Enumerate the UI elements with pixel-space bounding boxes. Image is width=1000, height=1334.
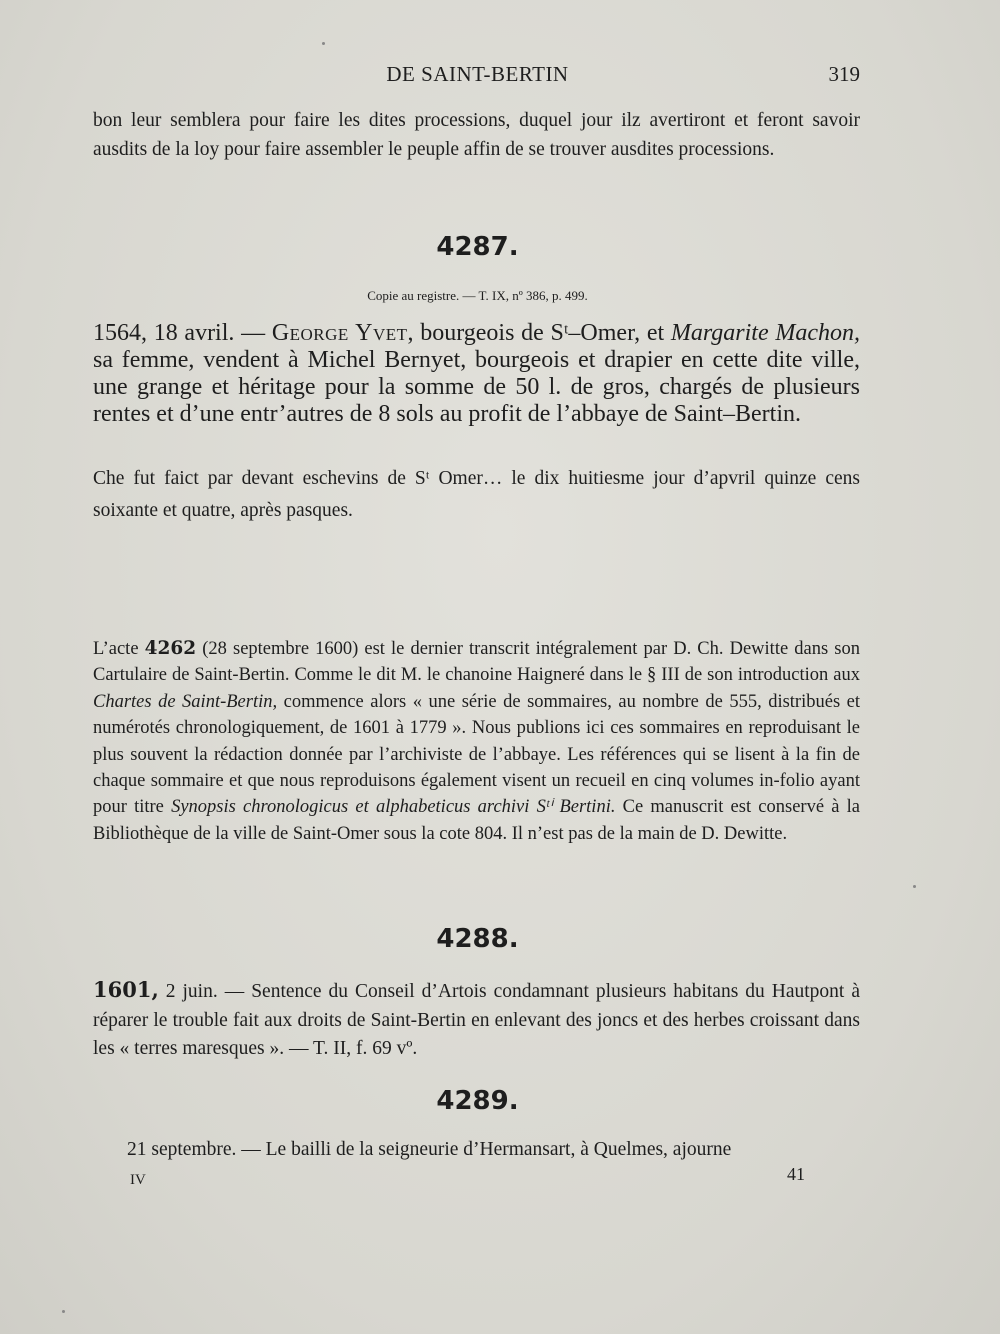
person-name: George Yvet bbox=[271, 320, 408, 346]
entry-number-4289: 4289. bbox=[436, 1086, 519, 1116]
italic-title-chartes: Chartes de Saint-Bertin, bbox=[93, 691, 278, 712]
entry-number-4287: 4287. bbox=[436, 232, 519, 262]
wife-name: Margarite Machon, bbox=[670, 320, 860, 346]
entry-quote-4287: Che fut faict par devant eschevins de Sᵗ Omer… le dix huitiesme jour d’apvril quinze cens soixante et quatre, après pasques. bbox=[93, 468, 860, 521]
paper-speck bbox=[913, 885, 916, 888]
acte-number: 4262 bbox=[144, 638, 197, 659]
italic-title-synopsis: Synopsis chronologicus et alphabeticus archivi Sᵗⁱ Bertini. bbox=[171, 797, 616, 818]
running-header bbox=[95, 62, 860, 92]
entry-year-4288: 1601, bbox=[93, 977, 159, 1002]
entry-summary-4287 bbox=[93, 320, 860, 428]
editorial-text-2: (28 septembre 1600) est le dernier transcrit intégralement par D. Ch. Dewitte dans son Cartulaire de Saint-Bertin. Comme le dit M. le chanoine Haigneré dans le § III de son introduction aux bbox=[93, 639, 860, 686]
summary-text-b: sa femme, vendent à Michel Bernyet, bourgeois et drapier en cette dite ville, une grange et héritage pour la somme de 50 l. de gros, chargés de plusieurs rentes et d’une entr’autres de 8 sols au profit de l’abbaye de Saint–Bertin. bbox=[93, 347, 860, 427]
entry-body-4288: 2 juin. — Sentence du Conseil d’Artois condamnant plusieurs habitans du Hautpont à réparer le trouble fait aux droits de Saint-Bertin en enlevant des joncs et des herbes croissant dans les « terres maresques ». — T. II, f. 69 vº. bbox=[93, 981, 860, 1059]
editorial-text-3: commence alors « une série de sommaires, au nombre de 555, distribués et numérotés chronologiquement, de 1601 à 1779 ». Nous publions ici ces sommaires en reproduisant le plus souvent la rédaction donnée par l’archiviste de l’abbaye. Les références qui se lisent à la fin de chaque sommaire et que nous reproduisons également visent un recueil en cinq volumes in-folio ayant pour titre bbox=[93, 691, 861, 818]
editorial-text-1: L’acte bbox=[93, 639, 145, 659]
page-number: 319 bbox=[828, 62, 860, 86]
entry-date-4287: 1564, 18 avril. — bbox=[93, 320, 272, 346]
running-title: DE SAINT-BERTIN bbox=[386, 62, 569, 86]
volume-signature: IV bbox=[130, 1172, 146, 1188]
paper-speck bbox=[322, 42, 325, 45]
sheet-number: 41 bbox=[787, 1164, 805, 1184]
editorial-text-4: Ce manuscrit est conservé à la Bibliothèque de la ville de Saint-Omer sous la cote 804. Il n’est pas de la main de D. Dewitte. bbox=[93, 797, 860, 844]
continuation-paragraph: bon leur semblera pour faire les dites processions, duquel jour ilz avertiront et feront savoir ausdits de la loy pour faire assembler le peuple affin de se trouver ausdites processions. bbox=[93, 110, 860, 160]
paper-speck bbox=[62, 1310, 65, 1313]
editorial-note bbox=[93, 636, 860, 847]
entry-text-4288 bbox=[93, 976, 860, 1064]
entry-number-4288: 4288. bbox=[436, 924, 519, 954]
entry-text-4289: 21 septembre. — Le bailli de la seigneurie d’Hermansart, à Quelmes, ajourne bbox=[127, 1139, 732, 1160]
entry-source-4287: Copie au registre. — T. IX, nº 386, p. 499. bbox=[367, 288, 588, 303]
summary-text-a: , bourgeois de Sᵗ–Omer, et bbox=[407, 320, 671, 346]
